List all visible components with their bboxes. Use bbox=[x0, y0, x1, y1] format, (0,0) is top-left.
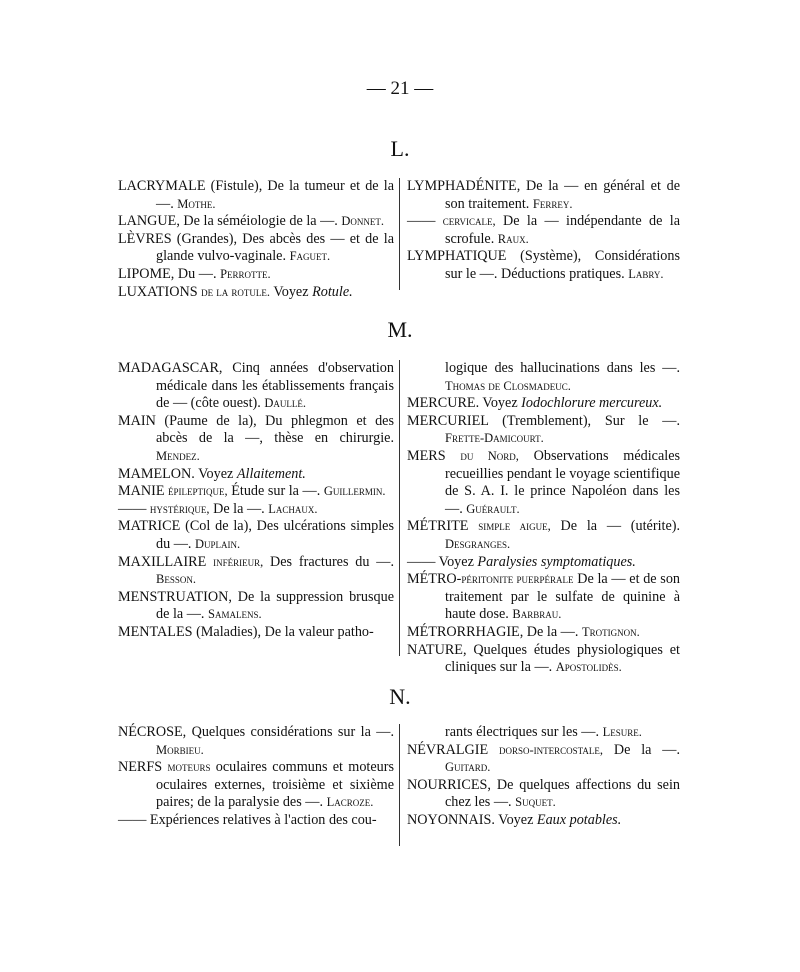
section-n bbox=[118, 724, 680, 854]
entry-author-or-qualifier: Samalens. bbox=[208, 607, 262, 622]
index-entry bbox=[407, 571, 680, 624]
index-entry bbox=[407, 742, 680, 777]
entry-author-or-qualifier: Besson. bbox=[156, 572, 196, 587]
entry-text: NOYONNAIS. Voyez bbox=[407, 811, 537, 828]
entry-author-or-qualifier: Apostolidès. bbox=[555, 660, 622, 675]
entry-author-or-qualifier: Faguet. bbox=[289, 249, 331, 264]
index-entry bbox=[118, 213, 394, 231]
entry-text: —— bbox=[407, 213, 443, 230]
entry-author-or-qualifier: simple aigue, bbox=[478, 519, 551, 534]
entry-author-or-qualifier: Donnet. bbox=[341, 214, 385, 229]
index-entry bbox=[118, 554, 394, 589]
entry-author-or-qualifier: dorso-intercostale, bbox=[498, 742, 604, 757]
index-entry bbox=[407, 413, 680, 448]
entry-author-or-qualifier: Guitard. bbox=[445, 760, 491, 775]
entry-author-or-qualifier: Raux. bbox=[497, 231, 529, 246]
entry-text: NOURRICES, De quelques affections du sein chez les —. bbox=[407, 776, 680, 811]
index-entry bbox=[118, 483, 394, 501]
entry-author-or-qualifier: Duplain. bbox=[195, 536, 241, 551]
entry-author-or-qualifier: Frette-Damicourt. bbox=[445, 431, 544, 446]
index-entry bbox=[118, 624, 394, 642]
entry-text: MERS bbox=[407, 447, 461, 464]
index-entry bbox=[118, 178, 394, 213]
section-n-left-column bbox=[118, 724, 394, 830]
entry-text: MATRICE (Col de la), Des ulcérations simples du —. bbox=[118, 518, 394, 552]
entry-text: NÉVRALGIE bbox=[407, 741, 499, 758]
entry-author-or-qualifier: Lachaux. bbox=[268, 501, 318, 516]
entry-author-or-qualifier: Lacroze. bbox=[326, 795, 374, 810]
column-rule bbox=[399, 178, 400, 290]
entry-author-or-qualifier: Daullé. bbox=[264, 396, 306, 411]
index-entry bbox=[407, 724, 680, 742]
entry-author-or-qualifier: moteurs bbox=[167, 760, 211, 775]
index-entry bbox=[118, 518, 394, 553]
index-entry bbox=[118, 812, 394, 830]
section-letter-n: N. bbox=[389, 684, 411, 709]
entry-cross-reference: Allaitement. bbox=[236, 465, 306, 482]
index-entry bbox=[407, 812, 680, 830]
entry-text: De la —. bbox=[209, 500, 269, 517]
index-entry bbox=[407, 518, 680, 553]
entry-text: LUXATIONS bbox=[118, 283, 202, 300]
entry-text: De la — (utérite). bbox=[550, 518, 681, 535]
entry-author-or-qualifier: de la rotule. bbox=[201, 284, 271, 299]
entry-author-or-qualifier: Suquet. bbox=[515, 795, 556, 810]
section-l-left-column bbox=[118, 178, 394, 301]
entry-author-or-qualifier: Morbieu. bbox=[156, 742, 204, 757]
index-entry bbox=[118, 501, 394, 519]
index-entry bbox=[118, 413, 394, 466]
entry-text: De la — indépendante de la scrofule. bbox=[445, 213, 681, 247]
entry-text: LACRYMALE (Fistule), De la tumeur et de la —. bbox=[118, 178, 394, 212]
index-entry bbox=[118, 589, 394, 624]
entry-text: MANIE bbox=[118, 483, 169, 500]
entry-cross-reference: Paralysies symptomatiques. bbox=[477, 553, 636, 570]
section-n-right-column bbox=[407, 724, 680, 830]
entry-text: MENSTRUATION, De la suppression brusque de la —. bbox=[118, 588, 394, 623]
column-rule bbox=[399, 724, 400, 846]
index-entry bbox=[407, 624, 680, 642]
section-m bbox=[118, 360, 681, 676]
entry-author-or-qualifier: Barbrau. bbox=[512, 607, 562, 622]
index-entry bbox=[118, 360, 394, 413]
entry-author-or-qualifier: péritonite puerpérale bbox=[461, 572, 574, 587]
entry-text: Des fractures du —. bbox=[263, 553, 395, 570]
entry-text: MERCURE. Voyez bbox=[407, 395, 522, 412]
entry-text: De la — et de son traitement par le sulfate de quinine à haute dose. bbox=[445, 571, 681, 623]
index-entry bbox=[118, 759, 394, 812]
index-entry bbox=[407, 448, 680, 518]
entry-author-or-qualifier: Lesure. bbox=[602, 725, 642, 739]
entry-author-or-qualifier: Trotignon. bbox=[581, 624, 640, 639]
index-entry bbox=[118, 724, 394, 759]
entry-author-or-qualifier: Desgranges. bbox=[445, 536, 511, 551]
entry-text: logique des hallucinations dans les —. bbox=[445, 360, 680, 376]
entry-author-or-qualifier: épileptique, bbox=[168, 484, 228, 499]
section-l bbox=[118, 178, 681, 300]
entry-text: MADAGASCAR, Cinq années d'observation médicale dans les établissements français de — (côte ouest). bbox=[118, 360, 394, 412]
section-m-left-column bbox=[118, 360, 394, 642]
index-entry bbox=[407, 642, 680, 677]
entry-text: MAXILLAIRE bbox=[118, 553, 214, 570]
entry-text: Voyez bbox=[270, 283, 313, 300]
entry-author-or-qualifier: Guérault. bbox=[466, 501, 520, 516]
entry-author-or-qualifier: Thomas de Closmadeuc. bbox=[445, 378, 571, 393]
entry-text: NÉCROSE, Quelques considérations sur la —. bbox=[118, 724, 394, 740]
entry-text: oculaires communs et moteurs oculaires externes, troisième et sixième paires; de la paralysie des —. bbox=[156, 759, 395, 811]
entry-text: MAIN (Paume de la), Du phlegmon et des abcès de la —, thèse en chirurgie. bbox=[118, 412, 394, 447]
entry-text: Observations médicales recueillies pendant le voyage scientifique de S. A. I. le prince Napoléon dans les —. bbox=[445, 447, 681, 517]
entry-text: —— Expériences relatives à l'action des cou- bbox=[118, 811, 377, 828]
entry-text: MENTALES (Maladies), De la valeur patho- bbox=[118, 623, 374, 640]
entry-cross-reference: Eaux potables. bbox=[536, 811, 622, 828]
entry-text: MÉTRORRHAGIE, De la —. bbox=[407, 623, 582, 640]
entry-cross-reference: Iodochlorure mercureux. bbox=[521, 395, 663, 412]
index-entry bbox=[407, 213, 680, 248]
entry-text: LÈVRES (Grandes), Des abcès des — et de la glande vulvo-vaginale. bbox=[118, 230, 394, 265]
index-entry bbox=[118, 266, 394, 284]
entry-author-or-qualifier: du Nord, bbox=[460, 448, 519, 463]
section-m-right-column bbox=[407, 360, 680, 677]
page-number: — 21 — bbox=[366, 78, 434, 99]
entry-author-or-qualifier: cervicale, bbox=[442, 214, 496, 229]
entry-text: LIPOME, Du —. bbox=[118, 265, 221, 282]
index-entry bbox=[407, 395, 680, 413]
entry-text: NATURE, Quelques études physiologiques et cliniques sur la —. bbox=[407, 641, 680, 676]
entry-author-or-qualifier: Guillermin. bbox=[323, 484, 386, 499]
section-letter-m: M. bbox=[387, 317, 413, 342]
section-l-right-column bbox=[407, 178, 680, 284]
index-entry bbox=[118, 231, 394, 266]
entry-text: MAMELON. Voyez bbox=[118, 465, 237, 482]
entry-text: —— Voyez bbox=[407, 553, 478, 570]
entry-author-or-qualifier: hystérique, bbox=[149, 501, 210, 516]
entry-text: MERCURIEL (Tremblement), Sur le —. bbox=[407, 412, 680, 429]
section-letter-l: L. bbox=[390, 136, 410, 161]
entry-text: —— bbox=[118, 500, 150, 517]
entry-text: LYMPHADÉNITE, De la — en général et de son traitement. bbox=[407, 178, 680, 212]
entry-cross-reference: Rotule. bbox=[312, 283, 353, 300]
index-entry bbox=[407, 360, 680, 395]
index-entry bbox=[407, 248, 680, 283]
index-entry bbox=[407, 554, 680, 572]
column-rule bbox=[399, 360, 400, 656]
index-entry bbox=[118, 284, 394, 302]
entry-text: Étude sur la —. bbox=[227, 483, 324, 500]
entry-text: MÉTRITE bbox=[407, 518, 479, 535]
entry-text: LYMPHATIQUE (Système), Considérations sur le —. Déductions pratiques. bbox=[407, 248, 680, 282]
entry-author-or-qualifier: Perrotte. bbox=[220, 266, 271, 281]
index-entry bbox=[118, 466, 394, 484]
entry-author-or-qualifier: Mothe. bbox=[177, 196, 216, 211]
entry-author-or-qualifier: inférieur, bbox=[213, 554, 264, 569]
entry-text: NERFS bbox=[118, 759, 168, 776]
entry-author-or-qualifier: Mendez. bbox=[156, 448, 200, 463]
entry-text: rants électriques sur les —. bbox=[445, 724, 603, 740]
entry-author-or-qualifier: Ferrey. bbox=[532, 196, 573, 211]
entry-text: De la —. bbox=[603, 741, 680, 758]
entry-text: LANGUE, De la séméiologie de la —. bbox=[118, 213, 342, 230]
entry-text: MÉTRO- bbox=[407, 571, 462, 588]
index-entry bbox=[407, 777, 680, 812]
index-entry bbox=[407, 178, 680, 213]
entry-author-or-qualifier: Labry. bbox=[628, 266, 664, 281]
